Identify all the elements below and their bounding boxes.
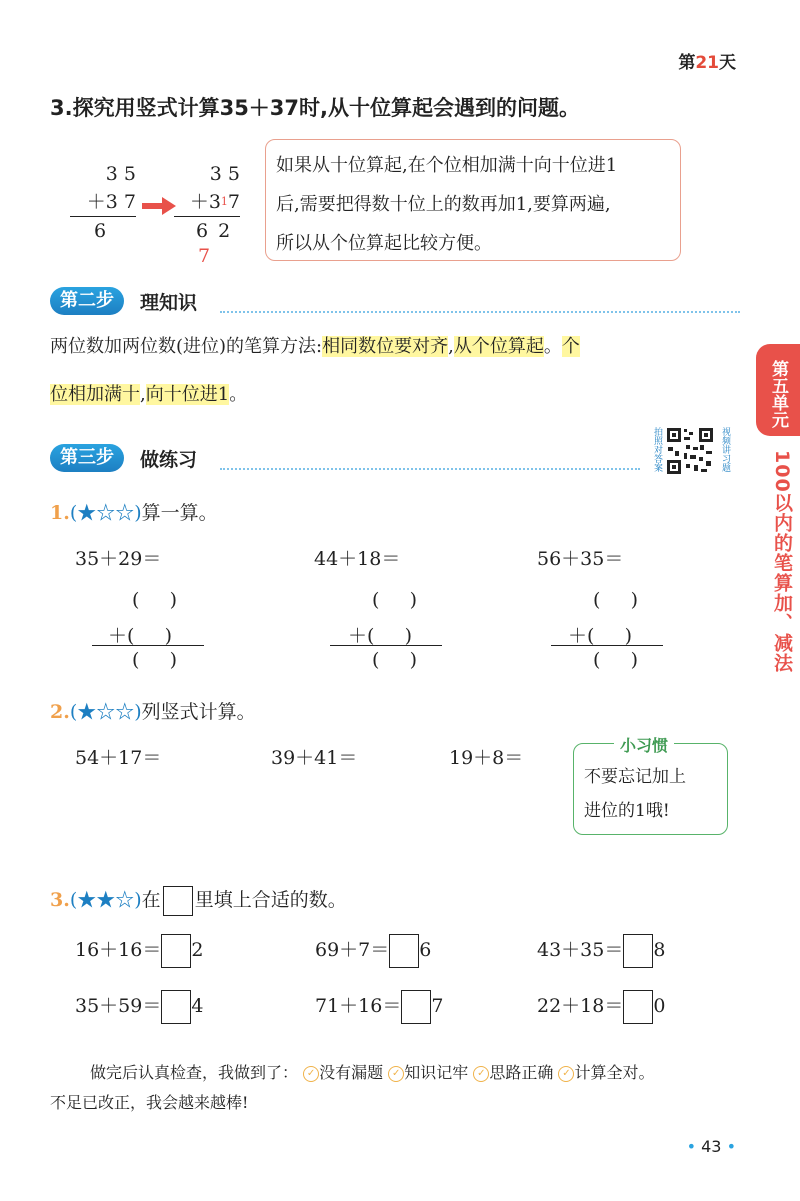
ex2-item-2: 39＋41＝ [271, 747, 358, 769]
habit-line-1: 不要忘记加上 [584, 767, 686, 787]
blank-row-plus[interactable]: ＋( ) [108, 625, 173, 647]
ex3-item-1: 16＋16＝ 2 [75, 934, 203, 968]
check-icon[interactable]: ✓ [303, 1066, 319, 1082]
step3-badge: 第三步 [50, 444, 124, 472]
calc-line [330, 645, 442, 646]
answer-box[interactable] [623, 934, 653, 968]
ex3-item-5: 71＋16＝ 7 [315, 990, 443, 1024]
blank-row-plus[interactable]: ＋( ) [348, 625, 413, 647]
calc-plus: ＋3 7 [86, 191, 136, 213]
page-number: • 43 • [686, 1137, 736, 1156]
difficulty-stars: (★★☆) [69, 889, 142, 911]
vertical-calc-left [70, 160, 136, 245]
calc-line [92, 645, 204, 646]
habit-line-2: 进位的1哦! [584, 801, 670, 821]
difficulty-stars: (★☆☆) [69, 502, 142, 524]
calc-line [551, 645, 663, 646]
calc-top: 3 5 [209, 163, 240, 185]
divider [220, 468, 640, 470]
ex2-heading: 2.(★☆☆)列竖式计算。 [50, 701, 256, 723]
ex1-item-1: 35＋29＝ [75, 548, 162, 570]
ex3-heading: 3.(★★☆)在 里填上合适的数。 [50, 885, 347, 916]
blank-row-plus[interactable]: ＋( ) [568, 625, 633, 647]
explanation-box [265, 139, 681, 261]
ex1-item-2: 44＋18＝ [314, 548, 401, 570]
answer-box[interactable] [389, 934, 419, 968]
answer-box[interactable] [161, 990, 191, 1024]
step2-badge: 第二步 [50, 287, 124, 315]
answer-box[interactable] [161, 934, 191, 968]
answer-box[interactable] [623, 990, 653, 1024]
self-check-line-2: 不足已改正，我会越来越棒! [50, 1093, 249, 1112]
check-icon[interactable]: ✓ [473, 1066, 489, 1082]
blank-row-top[interactable]: ( ) [372, 589, 418, 611]
ex3-item-2: 69＋7＝ 6 [315, 934, 431, 968]
ex2-item-1: 54＋17＝ [75, 747, 162, 769]
answer-box[interactable] [401, 990, 431, 1024]
check-icon[interactable]: ✓ [558, 1066, 574, 1082]
explain-line-3: 所以从个位算起比较方便。 [276, 233, 492, 254]
habit-title: 小习惯 [614, 733, 674, 756]
ex1-heading: 1.(★☆☆)算一算。 [50, 502, 218, 524]
divider [220, 311, 740, 313]
calc-result-tens: 7 [198, 245, 211, 267]
blank-row-result[interactable]: ( ) [132, 649, 178, 671]
check-icon[interactable]: ✓ [388, 1066, 404, 1082]
calc-top: 3 5 [105, 163, 136, 185]
ex3-item-6: 22＋18＝ 0 [537, 990, 665, 1024]
qr-left-label: 拍照对答案 [652, 427, 662, 472]
step2-title: 理知识 [140, 292, 198, 314]
blank-row-top[interactable]: ( ) [132, 589, 178, 611]
explain-line-1: 如果从十位算起,在个位相加满十向十位进1 [276, 155, 618, 176]
ex2-item-3: 19＋8＝ [449, 747, 524, 769]
step2-line-1: 两位数加两位数(进位)的笔算方法:相同数位要对齐,从个位算起。个 [50, 336, 580, 357]
q3-title: 3.探究用竖式计算35＋37时,从十位算起会遇到的问题。 [50, 96, 581, 120]
step3-title: 做练习 [140, 449, 198, 471]
blank-row-top[interactable]: ( ) [593, 589, 639, 611]
unit-tab[interactable]: 第五单元 [756, 344, 800, 436]
blank-row-result[interactable]: ( ) [593, 649, 639, 671]
blank-row-result[interactable]: ( ) [372, 649, 418, 671]
answer-box-sample [163, 886, 193, 916]
habit-box [573, 743, 728, 835]
carry-digit: 1 [220, 195, 228, 208]
unit-topic: 100以内的笔算加、减法 [771, 450, 793, 673]
calc-result: 6 [94, 220, 107, 242]
self-check-line: 做完后认真检查，我做到了： ✓ 没有漏题 ✓ 知识记牢 ✓ 思路正确 ✓ 计算全对。 [90, 1063, 655, 1082]
ex3-item-4: 35＋59＝ 4 [75, 990, 203, 1024]
calc-plus: ＋3 1 7 [174, 188, 240, 216]
arrow-right-icon [142, 196, 176, 216]
difficulty-stars: (★☆☆) [69, 701, 142, 723]
qr-code-icon[interactable] [666, 427, 714, 475]
ex3-item-3: 43＋35＝ 8 [537, 934, 665, 968]
vertical-calc-right [174, 160, 240, 267]
day-label: 第21天 [678, 53, 736, 73]
explain-line-2: 后,需要把得数十位上的数再加1,要算两遍, [276, 194, 611, 215]
calc-result: 6 2 [196, 220, 231, 242]
step2-line-2: 位相加满十,向十位进1。 [50, 384, 248, 405]
ex1-item-3: 56＋35＝ [537, 548, 624, 570]
qr-right-label: 视频讲习题 [720, 427, 730, 472]
